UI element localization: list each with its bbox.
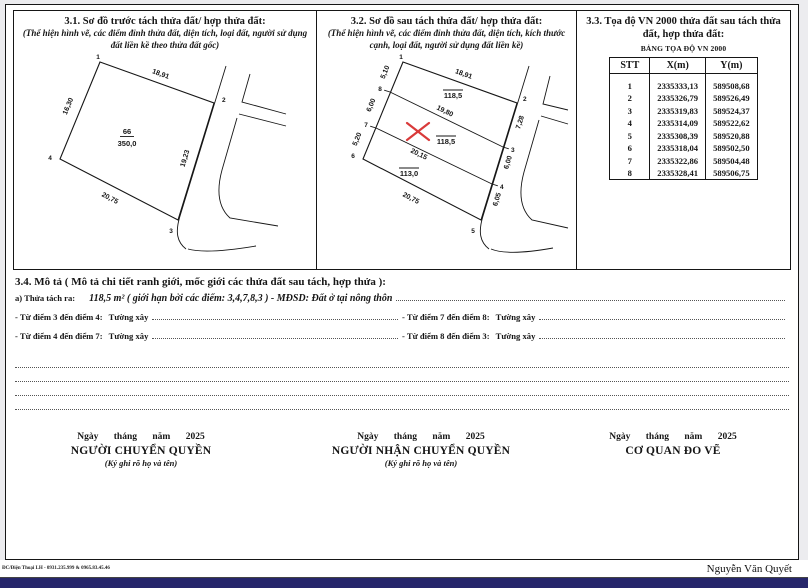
svg-text:5: 5 [471, 227, 475, 235]
svg-text:6: 6 [351, 152, 355, 160]
coord-cell: 589504,48 [706, 154, 758, 167]
signature-blocks [16, 432, 788, 468]
signature-date: Ngày tháng năm 2025 [609, 432, 737, 442]
svg-text:2: 2 [523, 95, 527, 103]
red-x-mark [407, 123, 429, 140]
boundary-label: - Từ điểm 3 đến điểm 4: [15, 312, 103, 322]
svg-text:19,80: 19,80 [435, 104, 455, 119]
panel-after-title: 3.2. Sơ đồ sau tách thửa đất/ hợp thửa đất: [350, 16, 543, 27]
table-row [610, 154, 757, 167]
svg-text:1: 1 [96, 53, 100, 61]
signature-transferor [16, 432, 266, 468]
parcel-outline [60, 62, 214, 220]
coord-cell: 2 [610, 92, 650, 105]
boundary-value: Tường xây [495, 331, 536, 341]
svg-text:7: 7 [364, 121, 368, 129]
dotted-line [15, 382, 789, 396]
table-header-row [610, 58, 757, 74]
table-row [610, 167, 757, 180]
dotted-line [15, 368, 789, 382]
svg-text:6,00: 6,00 [365, 97, 378, 113]
panel-coordinates-title: 3.3. Tọa độ VN 2000 thửa đất sau tách thửa đất, hợp thửa đất: [586, 16, 781, 41]
document-body [5, 4, 799, 560]
boundary-value: Tường xây [108, 312, 149, 322]
parcel-center-label [118, 127, 137, 148]
dotted-filler [539, 338, 785, 339]
boundary-item [402, 331, 789, 342]
coord-cell: 2335318,04 [650, 142, 706, 155]
boundary-item [15, 331, 402, 342]
coordinate-table-title: BẢNG TỌA ĐỘ VN 2000 [640, 44, 727, 54]
coord-cell: 4 [610, 117, 650, 130]
signature-role: CƠ QUAN ĐO VẼ [625, 445, 721, 457]
signature-note: (Ký ghi rõ họ và tên) [384, 458, 458, 468]
boundary-label: - Từ điểm 4 đến điểm 7: [15, 331, 103, 341]
coord-cell: 2335328,41 [650, 167, 706, 180]
dotted-filler [539, 319, 785, 320]
panel-before-split [13, 10, 317, 270]
dotted-line [15, 396, 789, 410]
svg-text:1: 1 [399, 53, 403, 61]
svg-text:4: 4 [500, 183, 504, 191]
coord-cell: 1 [610, 74, 650, 92]
col-stt: STT [610, 58, 650, 74]
svg-text:7,28: 7,28 [515, 114, 527, 130]
top-panels [13, 10, 791, 270]
col-y: Y(m) [706, 58, 758, 74]
panel-after-split [317, 10, 577, 270]
coord-cell: 8 [610, 167, 650, 180]
signature-date: Ngày tháng năm 2025 [357, 432, 485, 442]
coord-cell: 589502,50 [706, 142, 758, 155]
section-description-heading: 3.4. Mô tả ( Mô tả chi tiết ranh giới, mốc giới các thửa đất sau tách, hợp thửa ): [15, 276, 386, 288]
col-x: X(m) [650, 58, 706, 74]
svg-text:4: 4 [48, 154, 52, 162]
edge-labels [62, 68, 191, 205]
strip-area-labels [399, 90, 463, 178]
coord-cell: 2335333,13 [650, 74, 706, 92]
svg-text:19,23: 19,23 [179, 148, 192, 168]
dotted-filler [152, 338, 398, 339]
boundary-value: Tường xây [495, 312, 536, 322]
coord-cell: 3 [610, 104, 650, 117]
svg-text:20,75: 20,75 [100, 191, 120, 206]
boundary-item [15, 312, 402, 323]
dotted-line [15, 354, 789, 368]
table-row [610, 104, 757, 117]
coord-cell: 2335322,86 [650, 154, 706, 167]
coord-cell: 2335326,79 [650, 92, 706, 105]
svg-text:6,05: 6,05 [492, 191, 503, 207]
section-description [15, 276, 789, 410]
panel-before-title: 3.1. Sơ đồ trước tách thửa đất/ hợp thửa đất: [64, 16, 266, 27]
signature-date: Ngày tháng năm 2025 [77, 432, 205, 442]
svg-text:5,20: 5,20 [351, 131, 364, 147]
svg-text:350,0: 350,0 [117, 138, 137, 148]
coord-cell: 589526,49 [706, 92, 758, 105]
signature-transferee [296, 432, 546, 468]
dotted-filler [396, 300, 785, 301]
svg-text:16,30: 16,30 [62, 96, 76, 116]
split-parcel-value: 118,5 m² ( giới hạn bởi các điểm: 3,4,7,8,3 ) - MĐSD: Đất ở tại nông thôn [89, 293, 393, 304]
split-parcel-label: a) Thửa tách ra: [15, 293, 76, 303]
coord-cell: 589522,62 [706, 117, 758, 130]
boundary-label: - Từ điểm 7 đến điểm 8: [402, 312, 490, 322]
table-row [610, 142, 757, 155]
boundary-item [402, 312, 789, 323]
signature-role: NGƯỜI CHUYỂN QUYỀN [70, 445, 212, 457]
footer-strip [0, 560, 808, 578]
coord-cell: 589524,37 [706, 104, 758, 117]
table-row [610, 129, 757, 142]
panel-coordinates [577, 10, 791, 270]
split-parcel-line [15, 293, 789, 304]
coordinate-table [609, 57, 757, 180]
road-lines [480, 66, 568, 252]
road-lines [177, 66, 286, 251]
bottom-navy-bar [0, 578, 808, 588]
svg-text:18,91: 18,91 [454, 67, 473, 81]
svg-text:20,15: 20,15 [409, 147, 429, 162]
coord-cell: 6 [610, 142, 650, 155]
svg-text:3: 3 [169, 227, 173, 235]
svg-text:118,5: 118,5 [436, 136, 456, 146]
svg-text:113,0: 113,0 [399, 168, 419, 178]
svg-text:66: 66 [122, 126, 132, 136]
svg-text:20,75: 20,75 [401, 191, 421, 206]
panel-after-subtitle: (Thể hiện hình vẽ, các điểm đỉnh thửa đất, diện tích, kích thước cạnh, loại đất, người sử dụng đất liền kề) [327, 28, 566, 50]
blank-dotted-lines [15, 354, 789, 410]
table-row [610, 92, 757, 105]
coord-cell: 589520,88 [706, 129, 758, 142]
before-diagram [14, 52, 314, 256]
boundary-value: Tường xây [108, 331, 149, 341]
svg-text:18,91: 18,91 [151, 67, 170, 81]
table-row [610, 74, 757, 92]
boundary-row [15, 312, 789, 323]
footer-contact: ĐC/Điện Thoại LH - 0931.235.999 & 0965.83.45.46 [2, 566, 110, 571]
footer-surveyor-name: Nguyễn Văn Quyết [706, 562, 792, 575]
panel-before-subtitle: (Thể hiện hình vẽ, các điểm đỉnh thửa đất, diện tích, loại đất, người sử dụng đất liền kề theo thửa đất gốc) [22, 28, 308, 50]
signature-survey-agency [558, 432, 788, 468]
svg-text:5,10: 5,10 [379, 64, 392, 80]
dotted-filler [152, 319, 398, 320]
coord-cell: 2335308,39 [650, 129, 706, 142]
vertex-labels [48, 54, 226, 235]
coord-cell: 2335319,83 [650, 104, 706, 117]
boundary-row [15, 331, 789, 342]
boundary-label: - Từ điểm 8 đến điểm 3: [402, 331, 490, 341]
signature-role: NGƯỜI NHẬN CHUYỂN QUYỀN [331, 445, 511, 457]
svg-text:3: 3 [511, 146, 515, 154]
table-row [610, 117, 757, 130]
coord-cell: 7 [610, 154, 650, 167]
coord-cell: 2335314,09 [650, 117, 706, 130]
coord-cell: 5 [610, 129, 650, 142]
svg-text:118,5: 118,5 [443, 90, 463, 100]
svg-text:8: 8 [378, 85, 382, 93]
coord-cell: 589508,68 [706, 74, 758, 92]
svg-text:6,00: 6,00 [503, 154, 514, 170]
signature-note: (Ký ghi rõ họ và tên) [104, 458, 178, 468]
svg-text:2: 2 [222, 96, 226, 104]
after-diagram [317, 52, 571, 256]
coord-cell: 589506,75 [706, 167, 758, 180]
